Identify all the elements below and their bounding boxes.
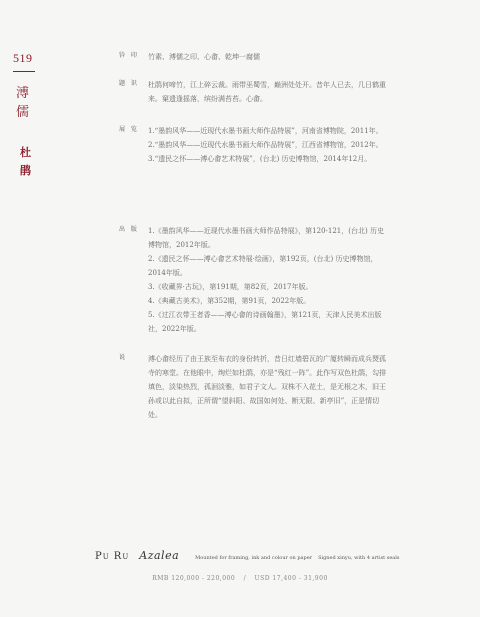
medium-description: Mounted for framing, ink and colour on paper: [195, 555, 313, 561]
footer-title: [95, 549, 399, 563]
lot-rule: [13, 71, 35, 72]
estimate-separator: /: [243, 575, 247, 582]
estimate: [0, 575, 480, 582]
section-label: 展 览: [119, 126, 139, 133]
section-label: 钤 印: [119, 52, 139, 59]
section-line: 竹素、溥儒之印、心畬、乾坤一腐儒: [148, 53, 260, 61]
section-line: 2.《遗民之怀——溥心畬艺术特展·绘画》，第192页，(台北) 历史博物馆，2014年版。: [148, 255, 378, 277]
section-label: 出 版: [119, 226, 139, 233]
estimate-usd: USD 17,400 - 31,900: [254, 575, 328, 582]
artist-signature: 溥儒: [16, 86, 30, 120]
estimate-rmb: RMB 120,000 - 220,000: [152, 575, 236, 582]
section-label: 题 识: [119, 80, 139, 87]
artwork-title-en: Azalea: [139, 549, 180, 562]
section-line: 1.《墨韵风华——近现代水墨书画大师作品特展》，第120-121，(台北) 历史博物馆，2012年版。: [148, 227, 384, 249]
section-line: 4.《典藏古美术》，第352期，第91页，2022年版。: [148, 297, 311, 305]
section-body: [148, 352, 388, 422]
section-body: [148, 124, 388, 166]
section-body: [148, 224, 388, 336]
section-line: 1.“墨韵风华——近现代水墨书画大师作品特展”，河南省博物院，2011年。: [148, 127, 383, 135]
section-line: 5.《过江衣带王者香——溥心畬的诗画翰墨》，第121页，天津人民美术出版社，2022年版。: [148, 311, 382, 333]
section-body: [148, 50, 388, 64]
section-line: 3.《收藏界·古玩》，第191期，第82页，2017年版。: [148, 283, 313, 291]
section-line: 杜鹃何啼竹，江上碎云裁。雨带巫蜀雪，巅洲处处开。昔年人已去，几日鹤重来。窠遗逢摇落，缤纷满苔苔。心畬。: [148, 81, 386, 103]
artist-name-en: Pu Ru: [95, 551, 130, 562]
artist-name-vertical: 杜鹃: [20, 146, 31, 177]
lot-number: 519: [13, 51, 33, 65]
section-line: 2.“墨韵风华——近现代水墨书画大师作品特展”，江西省博物馆，2012年。: [148, 141, 383, 149]
section-line: 3.“遗民之怀——溥心畬艺术特展”，(台北) 历史博物馆，2014年12月。: [148, 155, 372, 163]
section-label: 说: [119, 354, 128, 361]
inscription-description: Signed xinyu, with 4 artist seals: [318, 555, 400, 561]
section-body: [148, 78, 388, 106]
section-line: 溥心畬经历了由王族至布衣的身份转折，昔日红墙碧瓦的广厦转瞬而成兵燹孤寺的寒堂。在他眼中，绚烂如杜鹃，亦是“残红一阵”。此作写双色杜鹃，勾排填色，淡染热烈，孤洄淡雅，如君子文人。双株不入花土，是无根之木，旧王孙或以此自拟，正所谓“望斜阳、故国如何处、断无限、新亭旧”，正是情切处。: [148, 355, 387, 419]
